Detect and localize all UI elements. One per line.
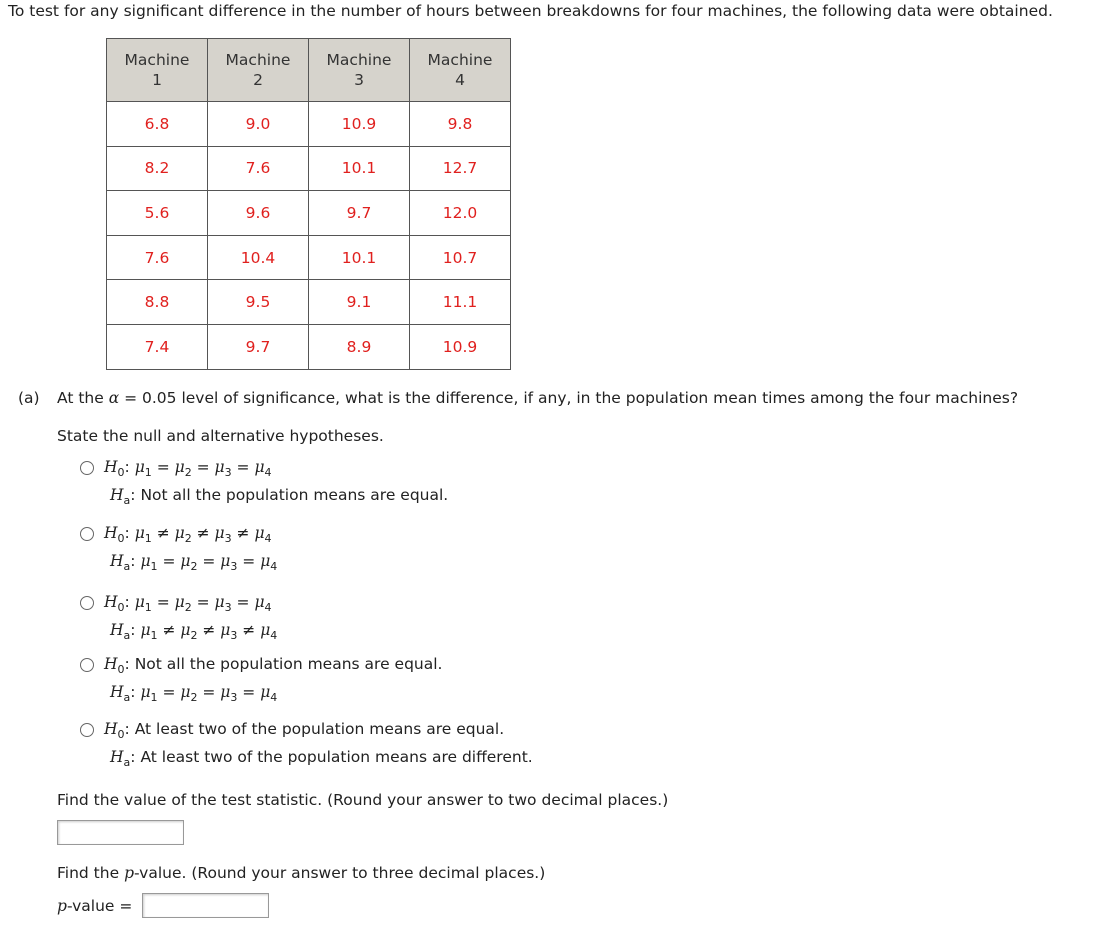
table-cell: 9.7 <box>208 324 309 369</box>
table-cell: 9.8 <box>410 102 511 147</box>
table-cell: 8.8 <box>107 280 208 325</box>
header-machine-4: Machine 4 <box>410 39 511 102</box>
option-4-h0: Not all the population means are equal. <box>134 655 443 673</box>
question-text-pre: At the <box>57 389 109 407</box>
table-cell: 8.9 <box>309 324 410 369</box>
table-cell: 9.1 <box>309 280 410 325</box>
table-cell: 9.7 <box>309 191 410 236</box>
header-machine-1: Machine 1 <box>107 39 208 102</box>
table-cell: 7.4 <box>107 324 208 369</box>
table-row <box>107 191 511 236</box>
hypotheses-prompt: State the null and alternative hypotheses. <box>57 427 384 445</box>
table-cell: 12.0 <box>410 191 511 236</box>
table-cell: 9.5 <box>208 280 309 325</box>
table-cell: 9.0 <box>208 102 309 147</box>
table-cell: 6.8 <box>107 102 208 147</box>
table-row <box>107 102 511 147</box>
radio-button[interactable] <box>80 461 94 475</box>
table-row <box>107 235 511 280</box>
table-cell: 9.6 <box>208 191 309 236</box>
table-header-row <box>107 39 511 102</box>
table-cell: 12.7 <box>410 146 511 191</box>
radio-button[interactable] <box>80 527 94 541</box>
table-row <box>107 146 511 191</box>
table-row <box>107 280 511 325</box>
p-value-input[interactable] <box>142 893 269 918</box>
table-cell: 8.2 <box>107 146 208 191</box>
test-statistic-input[interactable] <box>57 820 184 845</box>
table-cell: 10.9 <box>410 324 511 369</box>
radio-button[interactable] <box>80 658 94 672</box>
part-a-question <box>18 389 1018 407</box>
question-text-post: = 0.05 level of significance, what is the difference, if any, in the population mean times among the four machines? <box>119 389 1019 407</box>
option-5-h0: At least two of the population means are equal. <box>134 720 505 738</box>
table-cell: 7.6 <box>107 235 208 280</box>
data-table <box>106 38 511 370</box>
part-a-label: (a) <box>18 389 40 407</box>
table-cell: 11.1 <box>410 280 511 325</box>
radio-button[interactable] <box>80 723 94 737</box>
option-5-ha: At least two of the population means are different. <box>140 748 533 766</box>
header-machine-2: Machine 2 <box>208 39 309 102</box>
option-1-ha: Not all the population means are equal. <box>140 486 449 504</box>
table-cell: 10.7 <box>410 235 511 280</box>
table-cell: 10.1 <box>309 235 410 280</box>
intro-text: To test for any significant difference in the number of hours between breakdowns for four machines, the following data were obtained. <box>8 2 1053 20</box>
alpha-symbol: α <box>108 389 120 407</box>
p-value-prompt: Find the p-value. (Round your answer to three decimal places.) <box>57 864 546 882</box>
table-cell: 7.6 <box>208 146 309 191</box>
table-row <box>107 324 511 369</box>
table-cell: 10.1 <box>309 146 410 191</box>
table-cell: 10.9 <box>309 102 410 147</box>
header-machine-3: Machine 3 <box>309 39 410 102</box>
test-statistic-prompt: Find the value of the test statistic. (Round your answer to two decimal places.) <box>57 791 669 809</box>
table-cell: 5.6 <box>107 191 208 236</box>
table-cell: 10.4 <box>208 235 309 280</box>
p-value-label: p-value = <box>57 897 133 915</box>
radio-button[interactable] <box>80 596 94 610</box>
